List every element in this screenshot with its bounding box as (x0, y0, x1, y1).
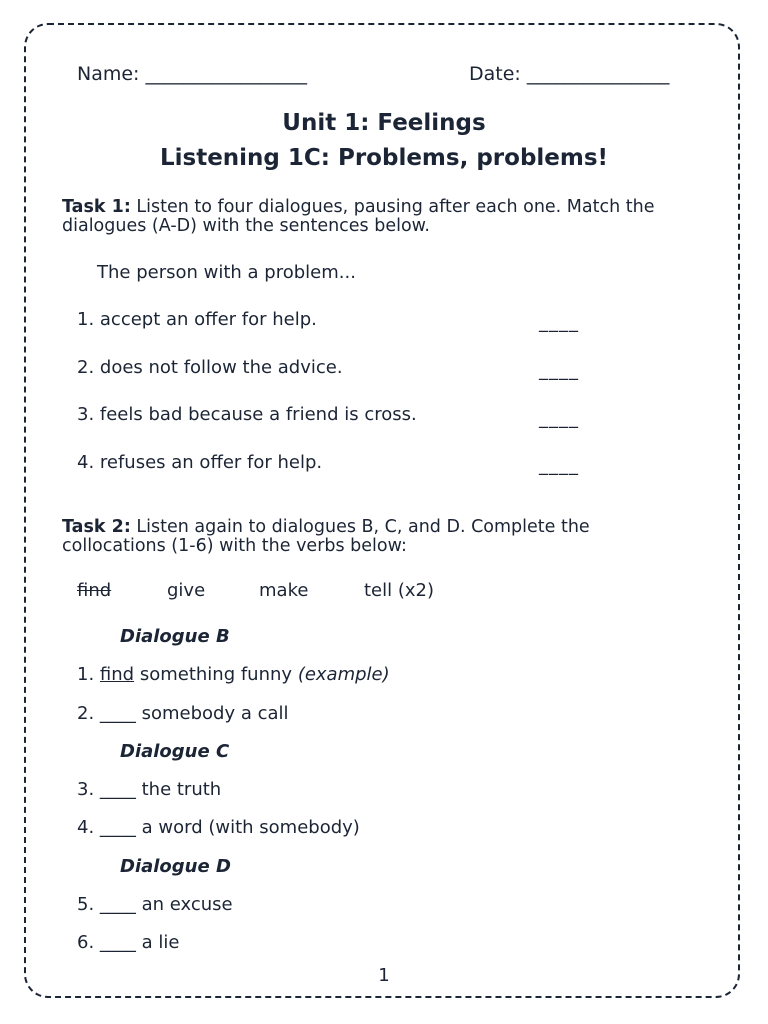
task1-item: 4. refuses an offer for help. (77, 452, 323, 473)
verb-give: give (167, 580, 206, 601)
name-label: Name: (77, 63, 140, 85)
date-field (469, 63, 669, 85)
task1-label: Task 1: (62, 197, 131, 217)
task1-lead: The person with a problem... (97, 262, 356, 283)
item-text: something funny (139, 664, 293, 685)
dialogue-c-heading: Dialogue C (120, 741, 230, 762)
verb-find-crossed: find (77, 580, 112, 601)
task2-text: Listen again to dialogues B, C, and D. Complete the collocations (1-6) with the verbs below: (62, 517, 590, 556)
task1-item: 2. does not follow the advice. (77, 357, 343, 378)
task1-answer-blank: ____ (539, 312, 579, 333)
date-label: Date: (469, 63, 521, 85)
date-blank: _______________ (526, 63, 670, 85)
task1-item: 1. accept an offer for help. (77, 309, 317, 330)
lesson-title: Listening 1C: Problems, problems! (159, 145, 609, 171)
task1-instruction (62, 198, 682, 236)
task2-item: 2. ____ somebody a call (77, 703, 289, 724)
item-number: 1. (77, 664, 95, 685)
name-blank: _________________ (145, 63, 308, 85)
task2-item: 3. ____ the truth (77, 779, 222, 800)
unit-title: Unit 1: Feelings (282, 110, 486, 136)
task1-answer-blank: ____ (539, 360, 579, 381)
task1-text: Listen to four dialogues, pausing after each one. Match the dialogues (A-D) with the sentences below. (62, 197, 655, 236)
page-number: 1 (378, 965, 390, 986)
dialogue-d-heading: Dialogue D (120, 856, 231, 877)
task2-item: 6. ____ a lie (77, 932, 180, 953)
task2-label: Task 2: (62, 517, 131, 537)
name-field (77, 63, 307, 85)
task2-item: 4. ____ a word (with somebody) (77, 817, 360, 838)
example-answer: find (99, 664, 135, 685)
dialogue-b-heading: Dialogue B (120, 626, 230, 647)
example-note: (example) (297, 664, 390, 685)
task2-instruction (62, 518, 682, 556)
task1-answer-blank: ____ (539, 408, 579, 429)
verb-tell: tell (x2) (364, 580, 435, 601)
task1-answer-blank: ____ (539, 455, 579, 476)
task2-item-example (77, 664, 390, 685)
task1-item: 3. feels bad because a friend is cross. (77, 404, 417, 425)
verb-make: make (259, 580, 309, 601)
task2-item: 5. ____ an excuse (77, 894, 233, 915)
